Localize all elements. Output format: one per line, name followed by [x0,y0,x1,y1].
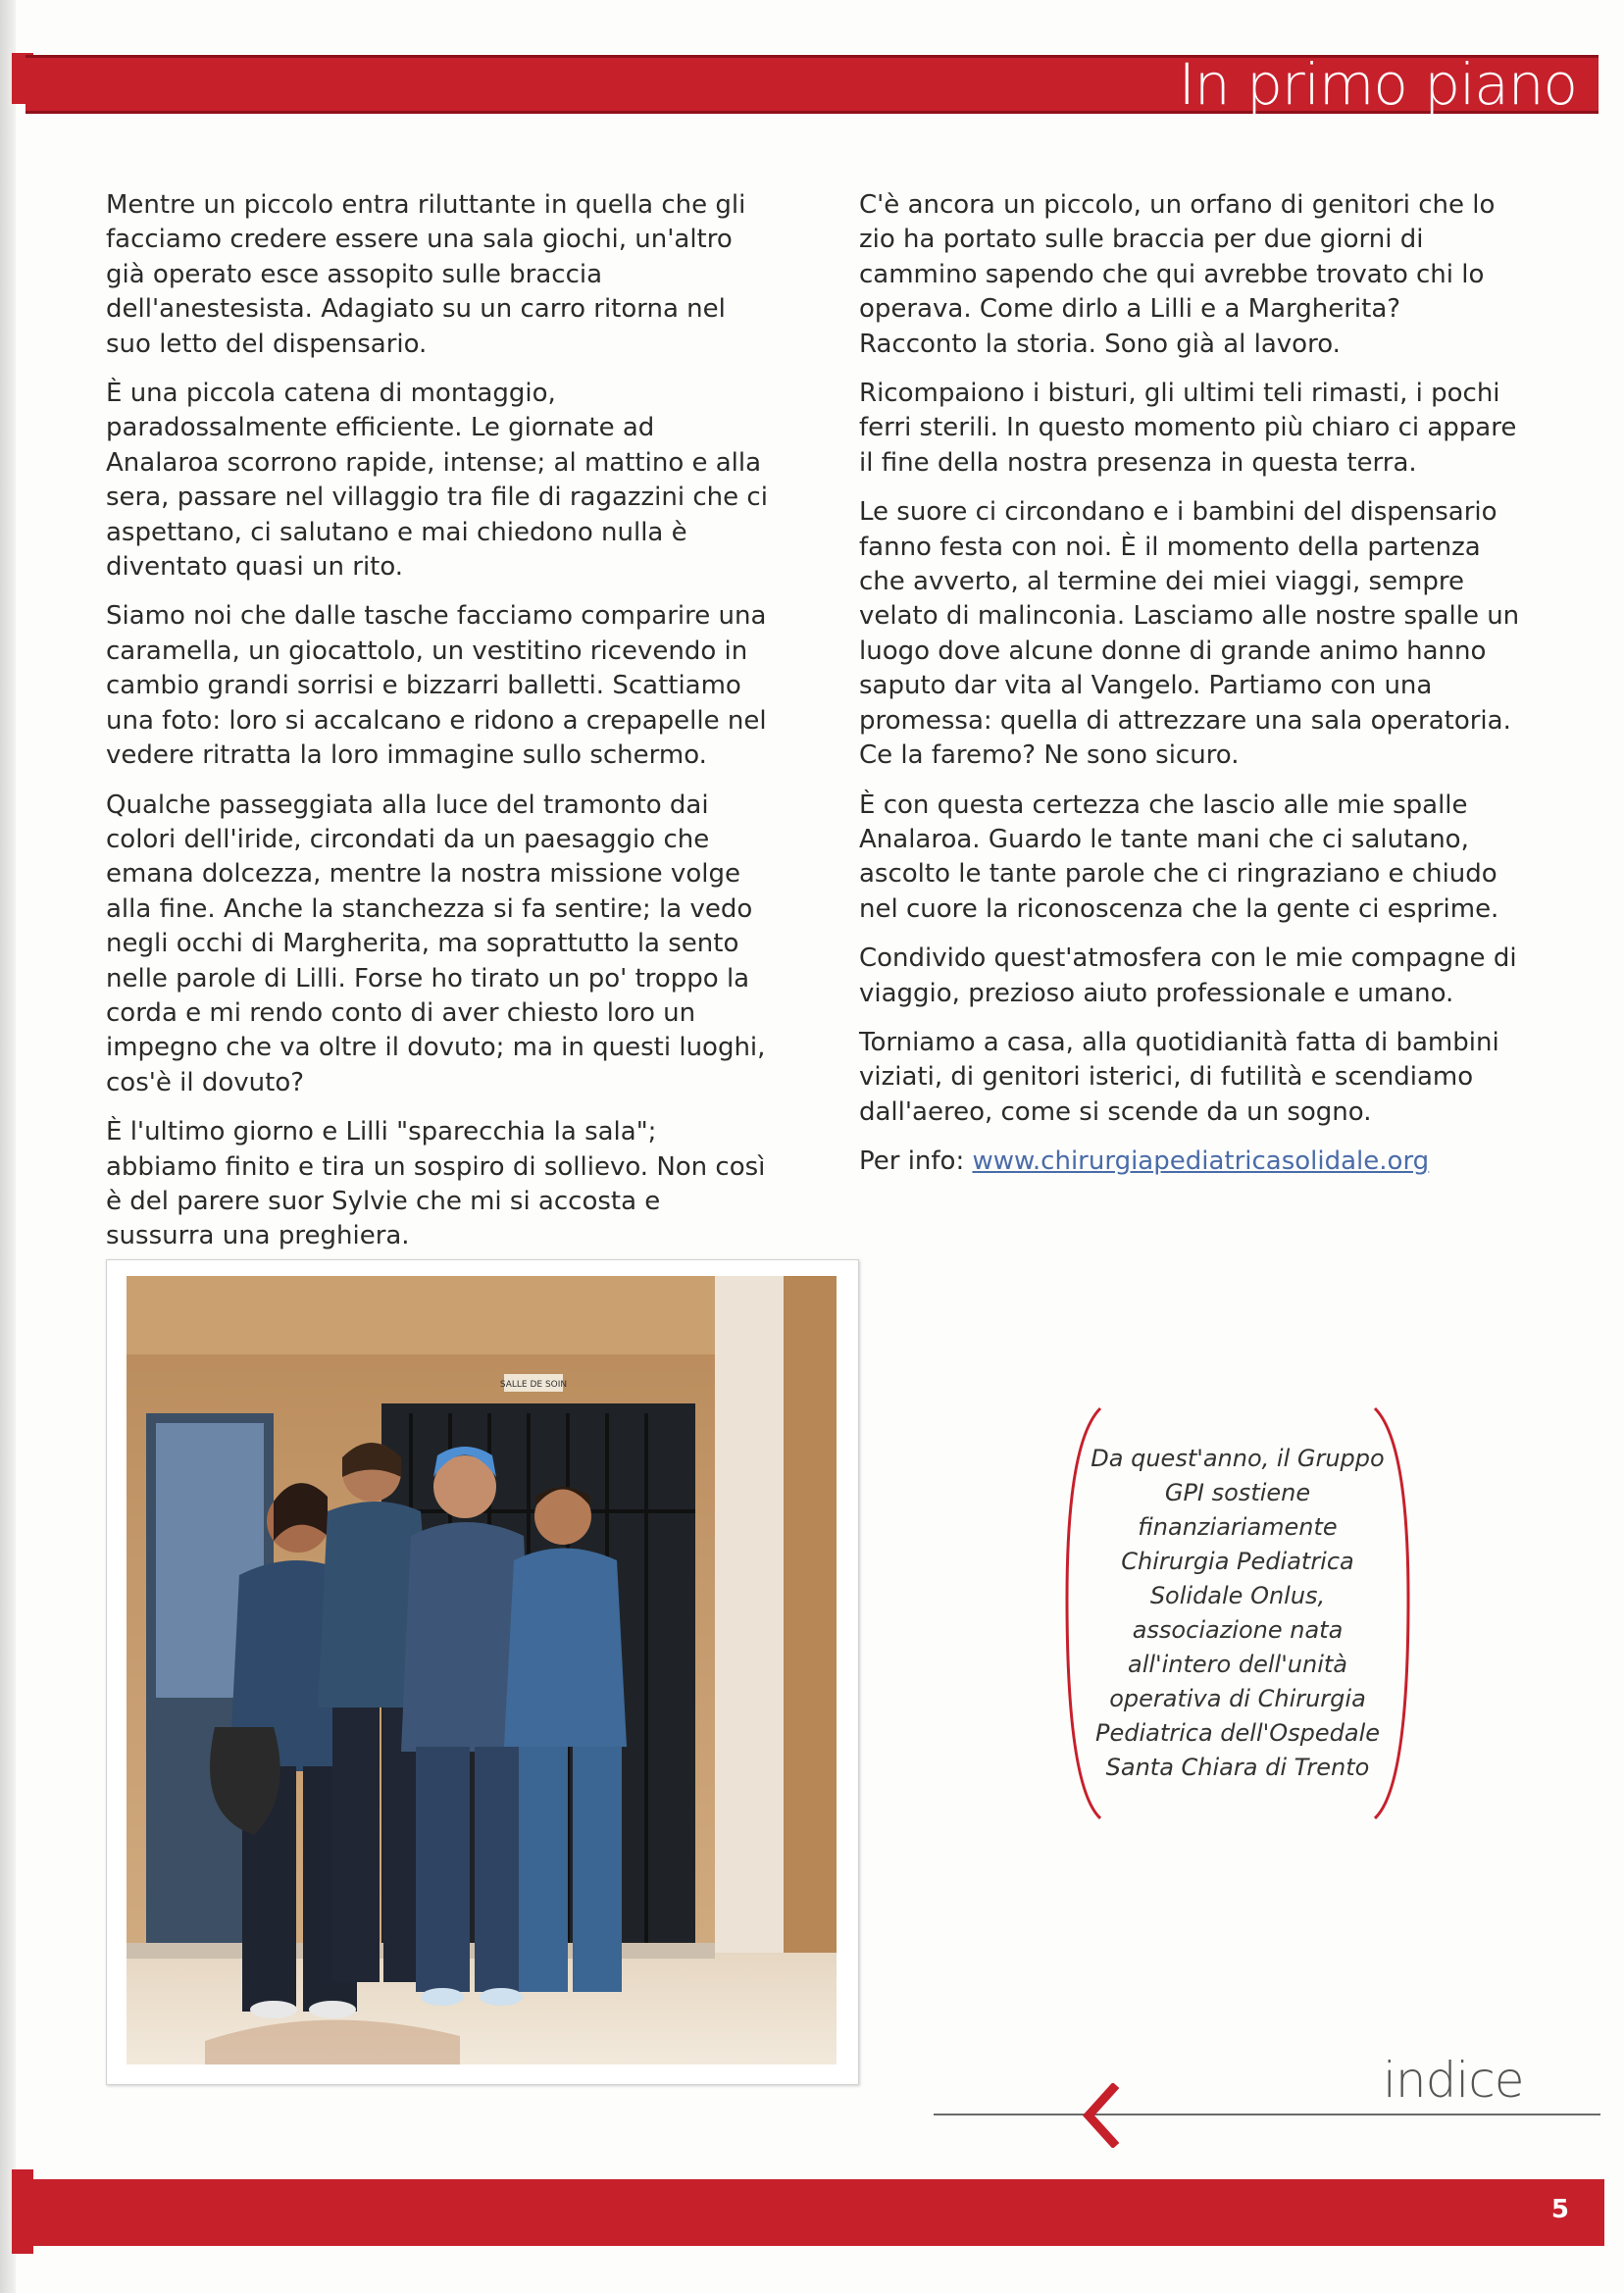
info-label: Per info: [859,1146,965,1177]
article-column-right [859,188,1526,1195]
paragraph: Ricompaiono i bisturi, gli ultimi teli rimasti, i pochi ferri sterili. In questo momento più chiaro ci appare il fine della nostra presenza in questa terra. [859,379,1517,478]
paragraph: Mentre un piccolo entra riluttante in quella che gli facciamo credere essere una sala giochi, un'altro già operato esce assopito sulle braccia dell'anestesista. Adagiato su un carro ritorna nel suo letto del dispensario. [106,190,746,359]
footer-band [29,2179,1604,2246]
paragraph: Qualche passeggiata alla luce del tramonto dai colori dell'iride, circondati da un paesaggio che emana dolcezza, mentre la nostra missione volge alla fine. Anche la stanchezza si fa sentire; la vedo negli occhi di Margherita, ma soprattutto la sento nelle parole di Lilli. Forse ho tirato un po' troppo la corda e mi rendo conto di aver chiesto loro un impegno che va oltre il dovuto; ma in questi luoghi, cos'è il dovuto? [106,790,766,1097]
paragraph: È una piccola catena di montaggio, paradossalmente efficiente. Le giornate ad Analaroa scorrono rapide, intense; al mattino e alla sera, passare nel villaggio tra file di ragazzini che ci aspettano, ci salutano e mai chiedono nulla è diventato quasi un rito. [106,379,768,583]
article-column-left [106,188,773,1269]
website-link[interactable]: www.chirurgiapediatricasolidale.org [972,1146,1430,1177]
person-4 [504,1487,627,1992]
chevron-left-icon[interactable] [1079,2083,1124,2148]
section-title: In primo piano [1178,51,1577,118]
door-sign: SALLE DE SOIN [499,1380,568,1390]
paragraph: Condivido quest'atmosfera con le mie compagne di viaggio, prezioso aiuto professionale e umano. [859,943,1517,1008]
sidebar-quote [1061,1402,1414,1824]
indice-link[interactable]: indice [1383,2052,1524,2109]
paragraph: C'è ancora un piccolo, un orfano di genitori che lo zio ha portato sulle braccia per due giorni di cammino sapendo che qui avrebbe trovato chi lo operava. Come dirlo a Lilli e a Margherita? Racconto la storia. Sono già al lavoro. [859,190,1496,359]
page-edge-shadow [0,0,16,2293]
info-line [859,1145,1526,1179]
paragraph: È con questa certezza che lascio alle mie spalle Analaroa. Guardo le tante mani che ci salutano, ascolto le tante parole che ci ringraziano e chiudo nel cuore la riconoscenza che la gente ci esprime. [859,790,1499,924]
paragraph: Le suore ci circondano e i bambini del dispensario fanno festa con noi. È il momento della partenza che avverto, al termine dei miei viaggi, sempre velato di malinconia. Lasciamo alle nostre spalle un luogo dove alcune donne di grande animo hanno saputo dar vita al Vangelo. Partiamo con una promessa: quella di attrezzare una sala operatoria. Ce la faremo? Ne sono sicuro. [859,497,1520,771]
paragraph: Torniamo a casa, alla quotidianità fatta di bambini viziati, di genitori isterici, di futilità e scendiamo dall'aereo, come si scende da un sogno. [859,1027,1499,1127]
page-number: 5 [1550,2195,1569,2224]
photo-frame [106,1259,859,2085]
indice-rule [934,2114,1600,2115]
team-photo [127,1276,837,2064]
paragraph: Siamo noi che dalle tasche facciamo comparire una caramella, un giocattolo, un vestitino ricevendo in cambio grandi sorrisi e bizzarri balletti. Scattiamo una foto: loro si accalcano e ridono a crepapelle nel vedere ritratta la loro immagine sullo schermo. [106,601,767,771]
quote-text: Da quest'anno, il Gruppo GPI sostiene finanziariamente Chirurgia Pediatrica Solidale Onlus, associazione nata all'intero dell'unità operativa di Chirurgia Pediatrica dell'Ospedale Santa Chiara di Trento [1091,1445,1385,1781]
paragraph: È l'ultimo giorno e Lilli "sparecchia la sala"; abbiamo finito e tira un sospiro di sollievo. Non così è del parere suor Sylvie che mi si accosta e sussurra una preghiera. [106,1117,766,1251]
